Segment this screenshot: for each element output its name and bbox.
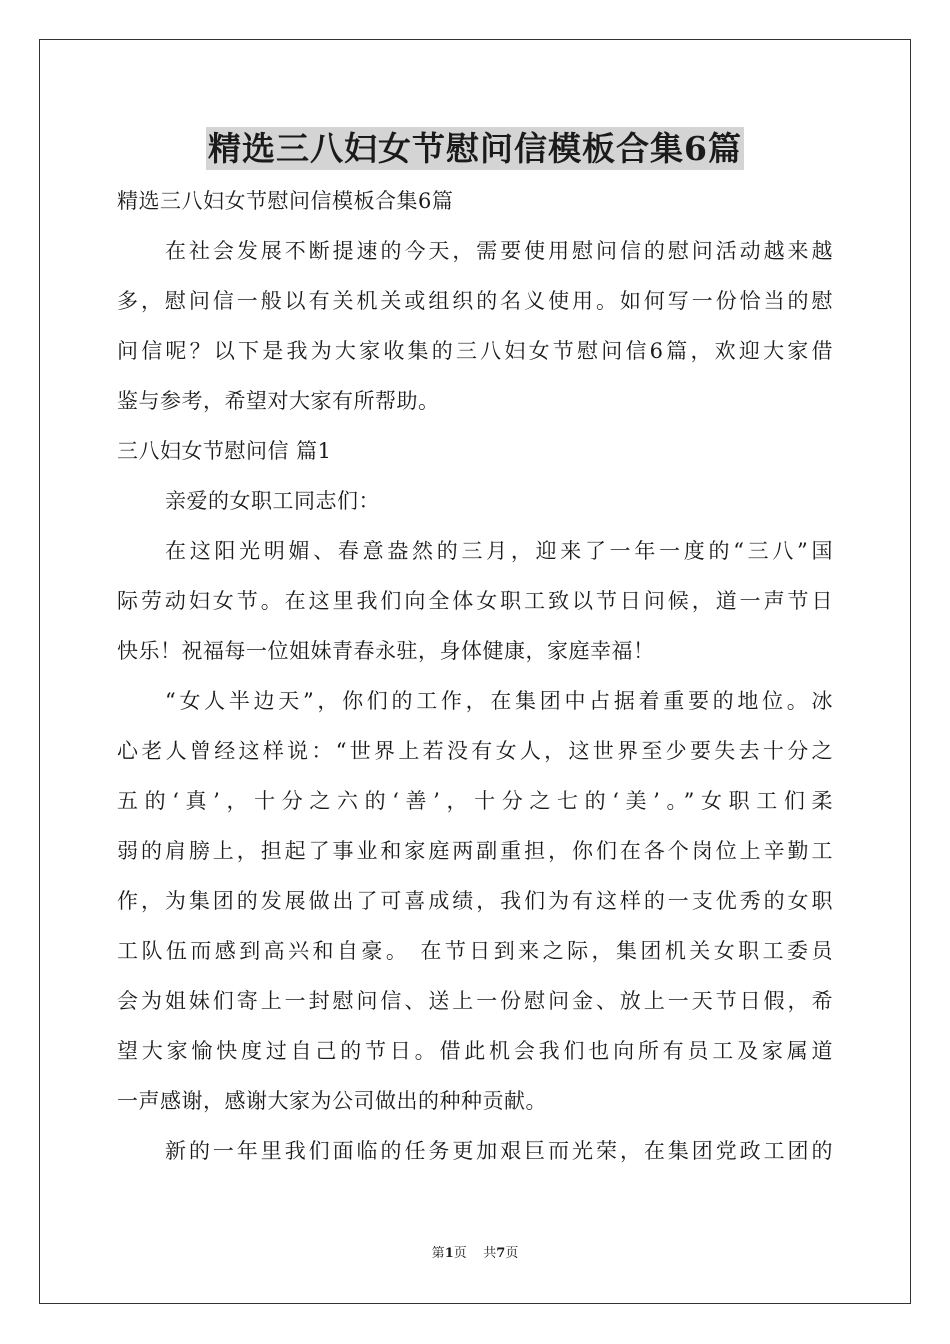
text-line: 问信呢？以下是我为大家收集的三八妇女节慰问信6篇，欢迎大家借: [117, 339, 833, 363]
text-line: 精选三八妇女节慰问信模板合集6篇: [117, 189, 454, 213]
text-line: 弱的肩膀上，担起了事业和家庭两副重担，你们在各个岗位上辛勤工: [117, 839, 833, 863]
text-line: 会为姐妹们寄上一封慰问信、送上一份慰问金、放上一天节日假，希: [117, 989, 833, 1013]
footer-prefix: 第: [431, 1246, 445, 1261]
document-title-text: 精选三八妇女节慰问信模板合集6篇: [208, 129, 742, 168]
text-line: 工队伍而感到高兴和自豪。 在节日到来之际，集团机关女职工委员: [117, 939, 833, 963]
document-body: [117, 176, 833, 1176]
text-line: 望大家愉快度过自己的节日。借此机会我们也向所有员工及家属道: [117, 1039, 833, 1063]
footer-current-page: 1: [444, 1246, 454, 1261]
text-line: 际劳动妇女节。在这里我们向全体女职工致以节日问候，道一声节日: [117, 589, 833, 613]
text-line: 三八妇女节慰问信 篇1: [117, 439, 332, 463]
text-line: 五的‘真’，十分之六的‘善’，十分之七的‘美’。”女职工们柔: [117, 789, 833, 813]
text-line: 新的一年里我们面临的任务更加艰巨而光荣，在集团党政工团的: [165, 1139, 833, 1163]
page-footer: [0, 1244, 950, 1264]
footer-mid: 页 共: [453, 1246, 497, 1261]
text-line: 在社会发展不断提速的今天，需要使用慰问信的慰问活动越来越: [165, 239, 833, 263]
text-line: 鉴与参考，希望对大家有所帮助。: [117, 389, 440, 413]
text-line: 快乐！祝福每一位姐妹青春永驻，身体健康，家庭幸福！: [117, 639, 655, 663]
document-title: [0, 124, 950, 174]
text-line: 亲爱的女职工同志们：: [165, 489, 380, 513]
text-line: 一声感谢，感谢大家为公司做出的种种贡献。: [117, 1089, 547, 1113]
text-line: “女人半边天”，你们的工作，在集团中占据着重要的地位。冰: [165, 689, 833, 713]
text-line: 作，为集团的发展做出了可喜成绩，我们为有这样的一支优秀的女职: [117, 889, 833, 913]
text-line: 心老人曾经这样说：“世界上若没有女人，这世界至少要失去十分之: [117, 739, 833, 763]
footer-suffix: 页: [505, 1246, 519, 1261]
text-line: 在这阳光明媚、春意盎然的三月，迎来了一年一度的“三八”国: [165, 539, 833, 563]
text-line: 多，慰问信一般以有关机关或组织的名义使用。如何写一份恰当的慰: [117, 289, 833, 313]
footer-total-pages: 7: [496, 1246, 506, 1261]
